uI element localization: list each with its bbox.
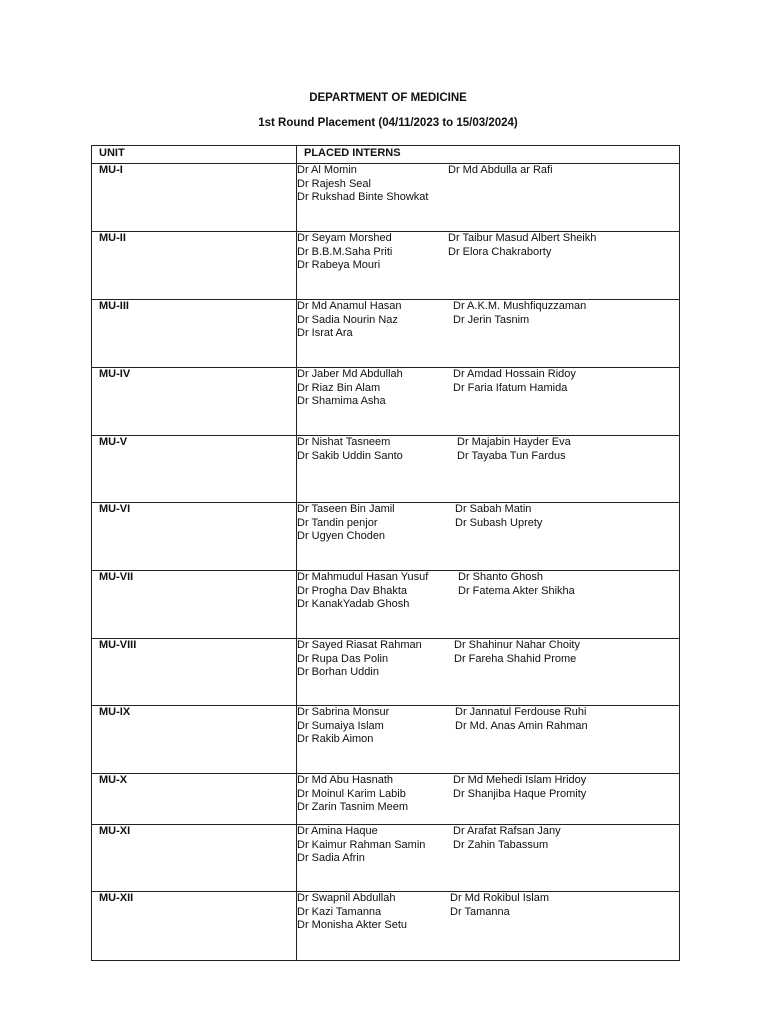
intern-name: Dr Tandin penjor [297,516,378,529]
intern-list-secondary [453,300,586,327]
intern-name: Dr Monisha Akter Setu [297,919,408,931]
department-title: DEPARTMENT OF MEDICINE [309,92,467,104]
intern-name: Dr Amdad Hossain Ridoy [453,368,576,380]
table-row [92,164,680,232]
unit-cell: MU-V [92,436,297,503]
unit-cell: MU-VI [92,503,297,571]
intern-name: Dr Rupa Das Polin [297,652,389,665]
intern-list-primary [297,164,428,205]
intern-name: Dr Israt Ara [297,327,353,339]
table-row [92,825,680,892]
unit-cell: MU-III [92,300,297,368]
intern-name: Dr Md Abdulla ar Rafi [448,164,553,176]
placement-subtitle: 1st Round Placement (04/11/2023 to 15/03/2024) [258,117,518,129]
placed-interns-cell [297,639,680,706]
intern-list-primary [297,232,392,273]
intern-name: Dr Subash Uprety [455,516,543,529]
intern-name: Dr Amina Haque [297,825,378,837]
table-row [92,639,680,706]
table-row [92,706,680,774]
unit-cell: MU-VII [92,571,297,639]
table-row [92,774,680,825]
intern-name: Dr Sakib Uddin Santo [297,449,403,462]
intern-list-primary [297,774,408,815]
intern-list-secondary [458,571,575,598]
intern-list-primary [297,825,425,866]
intern-name: Dr Borhan Uddin [297,666,379,678]
intern-name: Dr Zarin Tasnim Meem [297,801,409,813]
intern-name: Dr Sumaiya Islam [297,719,384,732]
intern-name: Dr Rajesh Seal [297,177,371,190]
intern-list-secondary [453,774,586,801]
intern-name: Dr Nishat Tasneem [297,436,391,448]
table-row [92,892,680,961]
intern-list-primary [297,639,422,680]
unit-cell: MU-VIII [92,639,297,706]
placed-interns-cell [297,164,680,232]
table-row [92,300,680,368]
intern-name: Dr Sadia Afrin [297,852,365,864]
intern-list-primary [297,571,428,612]
intern-name: Dr Md Mehedi Islam Hridoy [453,774,587,786]
placement-table [91,145,680,961]
unit-cell: MU-II [92,232,297,300]
intern-list-secondary [450,892,549,919]
intern-name: Dr Elora Chakraborty [448,245,552,258]
unit-cell: MU-IV [92,368,297,436]
intern-list-secondary [455,706,588,733]
intern-list-secondary [448,164,553,178]
table-row [92,571,680,639]
intern-list-primary [297,892,407,933]
unit-cell: MU-I [92,164,297,232]
intern-name: Dr Md. Anas Amin Rahman [455,719,588,732]
intern-name: Dr Seyam Morshed [297,232,392,244]
placed-interns-cell [297,232,680,300]
intern-name: Dr Kaimur Rahman Samin [297,838,426,851]
unit-column-header: UNIT [92,146,297,164]
intern-name: Dr Jannatul Ferdouse Ruhi [455,706,587,718]
intern-name: Dr Sadia Nourin Naz [297,313,398,326]
intern-name: Dr Swapnil Abdullah [297,892,396,904]
intern-list-secondary [453,368,576,395]
intern-name: Dr Zahin Tabassum [453,838,549,851]
placed-interns-cell [297,368,680,436]
intern-list-primary [297,706,389,747]
intern-name: Dr Al Momin [297,164,357,176]
intern-name: Dr Mahmudul Hasan Yusuf [297,571,429,583]
intern-name: Dr Shamima Asha [297,395,386,407]
intern-name: Dr Fatema Akter Shikha [458,584,575,597]
intern-name: Dr Progha Dav Bhakta [297,584,408,597]
intern-name: Dr Jaber Md Abdullah [297,368,403,380]
intern-name: Dr Riaz Bin Alam [297,381,381,394]
intern-name: Dr Md Rokibul Islam [450,892,550,904]
placed-interns-cell [297,706,680,774]
table-row [92,232,680,300]
intern-list-secondary [448,232,596,259]
intern-name: Dr Md Anamul Hasan [297,300,402,312]
intern-name: Dr Rukshad Binte Showkat [297,191,429,203]
table-header-row [92,146,680,164]
intern-name: Dr Rakib Aimon [297,733,374,745]
intern-list-primary [297,503,395,544]
intern-list-secondary [453,825,561,852]
intern-name: Dr Fareha Shahid Prome [454,652,577,665]
intern-name: Dr A.K.M. Mushfiquzzaman [453,300,587,312]
intern-name: Dr B.B.M.Saha Priti [297,245,393,258]
placed-interns-cell [297,571,680,639]
intern-name: Dr Sayed Riasat Rahman [297,639,422,651]
intern-list-primary [297,368,403,409]
placed-interns-cell [297,503,680,571]
intern-name: Dr KanakYadab Ghosh [297,598,410,610]
intern-name: Dr Taibur Masud Albert Sheikh [448,232,597,244]
intern-list-secondary [457,436,571,463]
intern-name: Dr Majabin Hayder Eva [457,436,571,448]
intern-name: Dr Taseen Bin Jamil [297,503,395,515]
intern-list-primary [297,300,402,341]
intern-name: Dr Faria Ifatum Hamida [453,381,568,394]
intern-name: Dr Tayaba Tun Fardus [457,449,566,462]
intern-name: Dr Shanjiba Haque Promity [453,787,587,800]
table-row [92,368,680,436]
placed-interns-cell [297,892,680,961]
intern-name: Dr Shahinur Nahar Choity [454,639,580,651]
intern-list-secondary [454,639,580,666]
intern-list-primary [297,436,403,463]
placed-interns-cell [297,774,680,825]
unit-cell: MU-XI [92,825,297,892]
intern-name: Dr Ugyen Choden [297,530,386,542]
intern-name: Dr Tamanna [450,905,510,918]
unit-cell: MU-IX [92,706,297,774]
intern-name: Dr Moinul Karim Labib [297,787,406,800]
intern-name: Dr Sabrina Monsur [297,706,390,718]
unit-cell: MU-X [92,774,297,825]
intern-name: Dr Md Abu Hasnath [297,774,393,786]
intern-name: Dr Rabeya Mouri [297,259,381,271]
intern-name: Dr Kazi Tamanna [297,905,382,918]
placed-interns-cell [297,825,680,892]
unit-cell: MU-XII [92,892,297,961]
placed-interns-cell [297,436,680,503]
intern-name: Dr Shanto Ghosh [458,571,543,583]
intern-name: Dr Arafat Rafsan Jany [453,825,561,837]
intern-list-secondary [455,503,542,530]
table-row [92,503,680,571]
placed-interns-cell [297,300,680,368]
interns-column-header: PLACED INTERNS [297,146,680,164]
intern-name: Dr Jerin Tasnim [453,313,530,326]
table-row [92,436,680,503]
intern-name: Dr Sabah Matin [455,503,532,515]
